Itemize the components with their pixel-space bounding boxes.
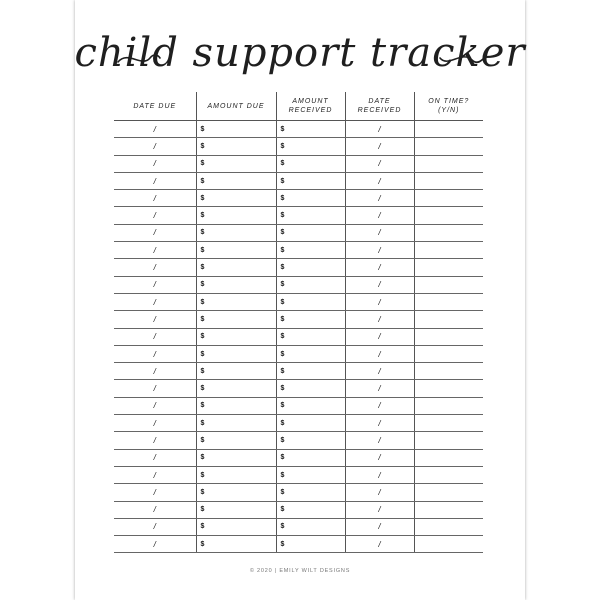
date-received-cell[interactable]: / — [345, 121, 414, 138]
table-row — [114, 449, 483, 466]
on-time-cell[interactable] — [414, 518, 483, 535]
date-due-cell[interactable]: / — [114, 190, 196, 207]
table-row — [114, 138, 483, 155]
date-due-cell[interactable]: / — [114, 138, 196, 155]
table-row — [114, 172, 483, 189]
amount-received-cell[interactable]: $ — [276, 259, 345, 276]
date-received-cell[interactable]: / — [345, 484, 414, 501]
header-row — [114, 92, 483, 121]
title-lettering — [0, 28, 600, 84]
on-time-cell[interactable] — [414, 190, 483, 207]
date-received-cell[interactable]: / — [345, 328, 414, 345]
table-row — [114, 415, 483, 432]
amount-received-cell[interactable]: $ — [276, 190, 345, 207]
column-header-date-due: DATE DUE — [114, 92, 196, 121]
column-header-amount-received: AMOUNT RECEIVED — [276, 92, 345, 121]
date-received-cell[interactable]: / — [345, 466, 414, 483]
on-time-cell[interactable] — [414, 155, 483, 172]
on-time-cell[interactable] — [414, 484, 483, 501]
date-received-cell[interactable]: / — [345, 363, 414, 380]
on-time-cell[interactable] — [414, 224, 483, 241]
amount-received-cell[interactable]: $ — [276, 276, 345, 293]
amount-due-cell[interactable]: $ — [196, 484, 276, 501]
date-due-cell[interactable]: / — [114, 518, 196, 535]
amount-received-cell[interactable]: $ — [276, 293, 345, 310]
tracker-table-body — [114, 121, 483, 553]
table-row — [114, 190, 483, 207]
date-due-cell[interactable]: / — [114, 466, 196, 483]
on-time-cell[interactable] — [414, 466, 483, 483]
amount-due-cell[interactable]: $ — [196, 432, 276, 449]
on-time-cell[interactable] — [414, 449, 483, 466]
amount-due-cell[interactable]: $ — [196, 224, 276, 241]
amount-due-cell[interactable]: $ — [196, 397, 276, 414]
date-due-cell[interactable]: / — [114, 345, 196, 362]
date-due-cell[interactable]: / — [114, 328, 196, 345]
tracker-table — [114, 92, 483, 553]
date-due-cell[interactable]: / — [114, 155, 196, 172]
date-due-cell[interactable]: / — [114, 432, 196, 449]
date-due-cell[interactable]: / — [114, 397, 196, 414]
table-row — [114, 121, 483, 138]
date-due-cell[interactable]: / — [114, 224, 196, 241]
amount-due-cell[interactable]: $ — [196, 328, 276, 345]
on-time-cell[interactable] — [414, 138, 483, 155]
date-due-cell[interactable]: / — [114, 259, 196, 276]
on-time-cell[interactable] — [414, 363, 483, 380]
amount-due-cell[interactable]: $ — [196, 311, 276, 328]
date-received-cell[interactable]: / — [345, 138, 414, 155]
amount-due-cell[interactable]: $ — [196, 518, 276, 535]
on-time-cell[interactable] — [414, 328, 483, 345]
on-time-cell[interactable] — [414, 172, 483, 189]
date-due-cell[interactable]: / — [114, 449, 196, 466]
tracker-table-container — [114, 92, 483, 553]
table-row — [114, 380, 483, 397]
on-time-cell[interactable] — [414, 345, 483, 362]
table-row — [114, 293, 483, 310]
amount-received-cell[interactable]: $ — [276, 207, 345, 224]
table-row — [114, 536, 483, 553]
on-time-cell[interactable] — [414, 432, 483, 449]
amount-due-cell[interactable]: $ — [196, 190, 276, 207]
date-due-cell[interactable]: / — [114, 172, 196, 189]
date-received-cell[interactable]: / — [345, 224, 414, 241]
copyright-footer: © 2020 | EMILY WILT DESIGNS — [249, 568, 351, 574]
amount-received-cell[interactable]: $ — [276, 172, 345, 189]
table-row — [114, 276, 483, 293]
on-time-cell[interactable] — [414, 311, 483, 328]
date-received-cell[interactable]: / — [345, 293, 414, 310]
amount-received-cell[interactable]: $ — [276, 380, 345, 397]
amount-due-cell[interactable]: $ — [196, 501, 276, 518]
table-row — [114, 155, 483, 172]
table-row — [114, 242, 483, 259]
table-row — [114, 259, 483, 276]
amount-due-cell[interactable]: $ — [196, 449, 276, 466]
date-received-cell[interactable]: / — [345, 242, 414, 259]
date-received-cell[interactable]: / — [345, 518, 414, 535]
table-row — [114, 518, 483, 535]
on-time-cell[interactable] — [414, 397, 483, 414]
date-due-cell[interactable]: / — [114, 121, 196, 138]
amount-due-cell[interactable]: $ — [196, 172, 276, 189]
amount-due-cell[interactable]: $ — [196, 121, 276, 138]
amount-due-cell[interactable]: $ — [196, 380, 276, 397]
column-header-date-received: DATE RECEIVED — [345, 92, 414, 121]
on-time-cell[interactable] — [414, 415, 483, 432]
page-title — [0, 28, 600, 84]
date-received-cell[interactable]: / — [345, 432, 414, 449]
date-received-cell[interactable]: / — [345, 190, 414, 207]
amount-due-cell[interactable]: $ — [196, 536, 276, 553]
date-due-cell[interactable]: / — [114, 415, 196, 432]
amount-received-cell[interactable]: $ — [276, 224, 345, 241]
date-received-cell[interactable]: / — [345, 501, 414, 518]
amount-received-cell[interactable]: $ — [276, 363, 345, 380]
date-received-cell[interactable]: / — [345, 449, 414, 466]
amount-due-cell[interactable]: $ — [196, 466, 276, 483]
date-received-cell[interactable]: / — [345, 259, 414, 276]
date-received-cell[interactable]: / — [345, 380, 414, 397]
on-time-cell[interactable] — [414, 207, 483, 224]
on-time-cell[interactable] — [414, 259, 483, 276]
amount-received-cell[interactable]: $ — [276, 311, 345, 328]
amount-received-cell[interactable]: $ — [276, 432, 345, 449]
amount-received-cell[interactable]: $ — [276, 345, 345, 362]
date-received-cell[interactable]: / — [345, 345, 414, 362]
amount-due-cell[interactable]: $ — [196, 138, 276, 155]
amount-received-cell[interactable]: $ — [276, 536, 345, 553]
date-due-cell[interactable]: / — [114, 536, 196, 553]
date-due-cell[interactable]: / — [114, 501, 196, 518]
amount-received-cell[interactable]: $ — [276, 484, 345, 501]
date-due-cell[interactable]: / — [114, 380, 196, 397]
amount-received-cell[interactable]: $ — [276, 501, 345, 518]
on-time-cell[interactable] — [414, 242, 483, 259]
amount-due-cell[interactable]: $ — [196, 207, 276, 224]
date-due-cell[interactable]: / — [114, 276, 196, 293]
amount-received-cell[interactable]: $ — [276, 449, 345, 466]
amount-received-cell[interactable]: $ — [276, 518, 345, 535]
amount-due-cell[interactable]: $ — [196, 363, 276, 380]
amount-due-cell[interactable]: $ — [196, 155, 276, 172]
amount-due-cell[interactable]: $ — [196, 415, 276, 432]
on-time-cell[interactable] — [414, 501, 483, 518]
amount-received-cell[interactable]: $ — [276, 121, 345, 138]
table-row — [114, 432, 483, 449]
on-time-cell[interactable] — [414, 276, 483, 293]
table-row — [114, 207, 483, 224]
date-received-cell[interactable]: / — [345, 311, 414, 328]
amount-due-cell[interactable]: $ — [196, 293, 276, 310]
on-time-cell[interactable] — [414, 293, 483, 310]
column-header-on-time: ON TIME? (Y/N) — [414, 92, 483, 121]
amount-due-cell[interactable]: $ — [196, 345, 276, 362]
amount-due-cell[interactable]: $ — [196, 242, 276, 259]
table-row — [114, 224, 483, 241]
date-received-cell[interactable]: / — [345, 397, 414, 414]
table-row — [114, 328, 483, 345]
date-received-cell[interactable]: / — [345, 155, 414, 172]
title-text: child support tracker — [74, 30, 526, 76]
on-time-cell[interactable] — [414, 536, 483, 553]
date-due-cell[interactable]: / — [114, 484, 196, 501]
table-row — [114, 345, 483, 362]
table-row — [114, 397, 483, 414]
amount-received-cell[interactable]: $ — [276, 328, 345, 345]
date-received-cell[interactable]: / — [345, 276, 414, 293]
date-due-cell[interactable]: / — [114, 311, 196, 328]
amount-received-cell[interactable]: $ — [276, 242, 345, 259]
table-row — [114, 311, 483, 328]
date-due-cell[interactable]: / — [114, 363, 196, 380]
amount-due-cell[interactable]: $ — [196, 259, 276, 276]
amount-received-cell[interactable]: $ — [276, 466, 345, 483]
date-received-cell[interactable]: / — [345, 172, 414, 189]
table-row — [114, 484, 483, 501]
amount-due-cell[interactable]: $ — [196, 276, 276, 293]
date-received-cell[interactable]: / — [345, 415, 414, 432]
on-time-cell[interactable] — [414, 380, 483, 397]
date-due-cell[interactable]: / — [114, 242, 196, 259]
date-received-cell[interactable]: / — [345, 207, 414, 224]
date-due-cell[interactable]: / — [114, 207, 196, 224]
table-row — [114, 466, 483, 483]
table-row — [114, 501, 483, 518]
amount-received-cell[interactable]: $ — [276, 415, 345, 432]
amount-received-cell[interactable]: $ — [276, 138, 345, 155]
date-due-cell[interactable]: / — [114, 293, 196, 310]
on-time-cell[interactable] — [414, 121, 483, 138]
column-header-amount-due: AMOUNT DUE — [196, 92, 276, 121]
amount-received-cell[interactable]: $ — [276, 397, 345, 414]
date-received-cell[interactable]: / — [345, 536, 414, 553]
amount-received-cell[interactable]: $ — [276, 155, 345, 172]
table-row — [114, 363, 483, 380]
